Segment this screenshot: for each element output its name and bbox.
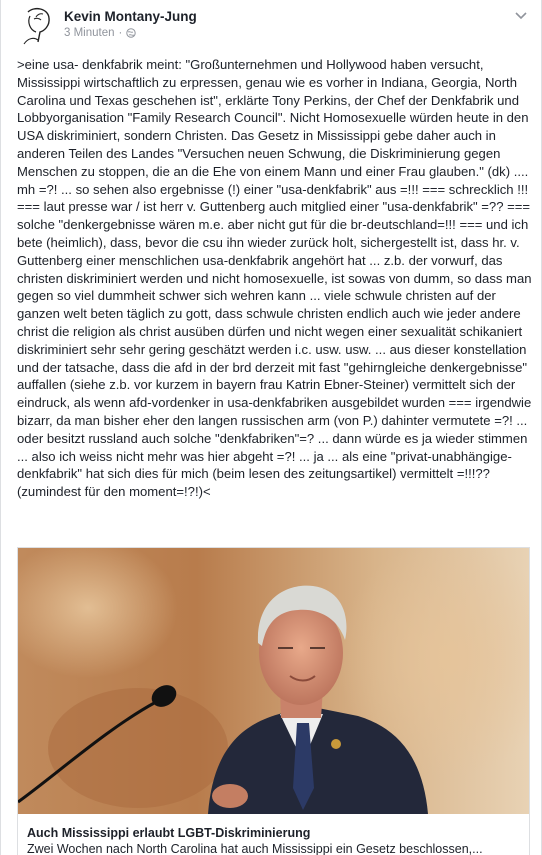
chevron-down-icon[interactable] xyxy=(515,8,527,18)
link-preview-image[interactable] xyxy=(18,548,529,814)
avatar-sketch-icon xyxy=(18,4,56,46)
link-title[interactable]: Auch Mississippi erlaubt LGBT-Diskriminierung xyxy=(27,826,311,840)
link-preview[interactable] xyxy=(17,547,530,855)
link-description: Zwei Wochen nach North Carolina hat auch Mississippi ein Gesetz beschlossen,... xyxy=(27,842,483,855)
globe-icon[interactable] xyxy=(126,28,136,38)
post-header xyxy=(1,0,541,52)
meta-separator: · xyxy=(118,27,123,39)
timestamp[interactable]: 3 Minuten xyxy=(64,27,115,39)
author-name[interactable]: Kevin Montany-Jung xyxy=(64,9,197,24)
post-meta xyxy=(64,27,136,39)
avatar[interactable] xyxy=(18,4,56,46)
post-text: >eine usa- denkfabrik meint: "Großunternehmen und Hollywood haben versucht, Mississippi wirtschaftlich zu erpressen, genau wie es vorher in Indiana, Georgia, North Carolina und Texas geschehen ist", erklärte Tony Perkins, der Chef der Denkfabrik und Lobbyorganisation "Family Research Council". Nicht Homosexuelle würden heute in den USA diskriminiert, sondern Christen. Das Gesetz in Mississippi gebe daher auch in anderen Teilen des Landes "Versuchen neuen Schwung, die Diskriminierung gegen Menschen zu stoppen, die an die Ehe von einem Mann und einer Frau glauben." (dk) .... mh =?! ... so sehen also ergebnisse (!) einer "usa-denkfabrik" aus =!!! === schrecklich !!! === laut presse war / ist herr v. Guttenberg auch mitglied einer "usa-denkfabrik" =?? === solche "denkergebnisse wären m.e. aber nicht gut für die br-deutschland=!!! === und ich bete (heimlich), dass, bevor die csu ihn wieder zurück holt, sichergestellt ist, dass hr. v. Guttenberg einer menschlichen usa-denkfabrik angehört hat ... z.b. der vorwurf, das christen diskriminiert werden und nicht homosexuelle, ist sowas von dumm, so dass man gegen so viel dummheit schwer sich wehren kann ... viele schwule christen auf der ganzen welt beten täglich zu gott, dass schwule christen endlich auch wie jeder andere christ die religion als christ ausüben dürfen und nicht wegen einer sexualität schikaniert diskriminiert sehr sehr gering geschätzt werden i.c. usw. usw. ... aus dieser konstellation und der tatsache, dass die afd in der brd derzeit mit fast "gehirngleiche denkergebnisse" auffallen (siehe z.b. vor kurzem in bayern frau Katrin Ebner-Steiner) vermittelt sich der eindruck, als wenn afd-vordenker in usa-denkfabriken ausgebildet wurden === irgendwie bizarr, da man bisher eher den langen russischen arm (von P.) dahinter vermutete =?! ... oder besitzt russland auch solche "denkfabriken"=? ... dann würde es ja wieder stimmen ... also ich weiss nicht mehr was hier abgeht =?! ... ja ... als eine "privat-unabhängige-denkfabrik" hat sich dies für mich (beim lesen des zeitungsartikel) vermittelt =!!!?? (zumindest für den moment=!?!)< xyxy=(17,57,532,500)
